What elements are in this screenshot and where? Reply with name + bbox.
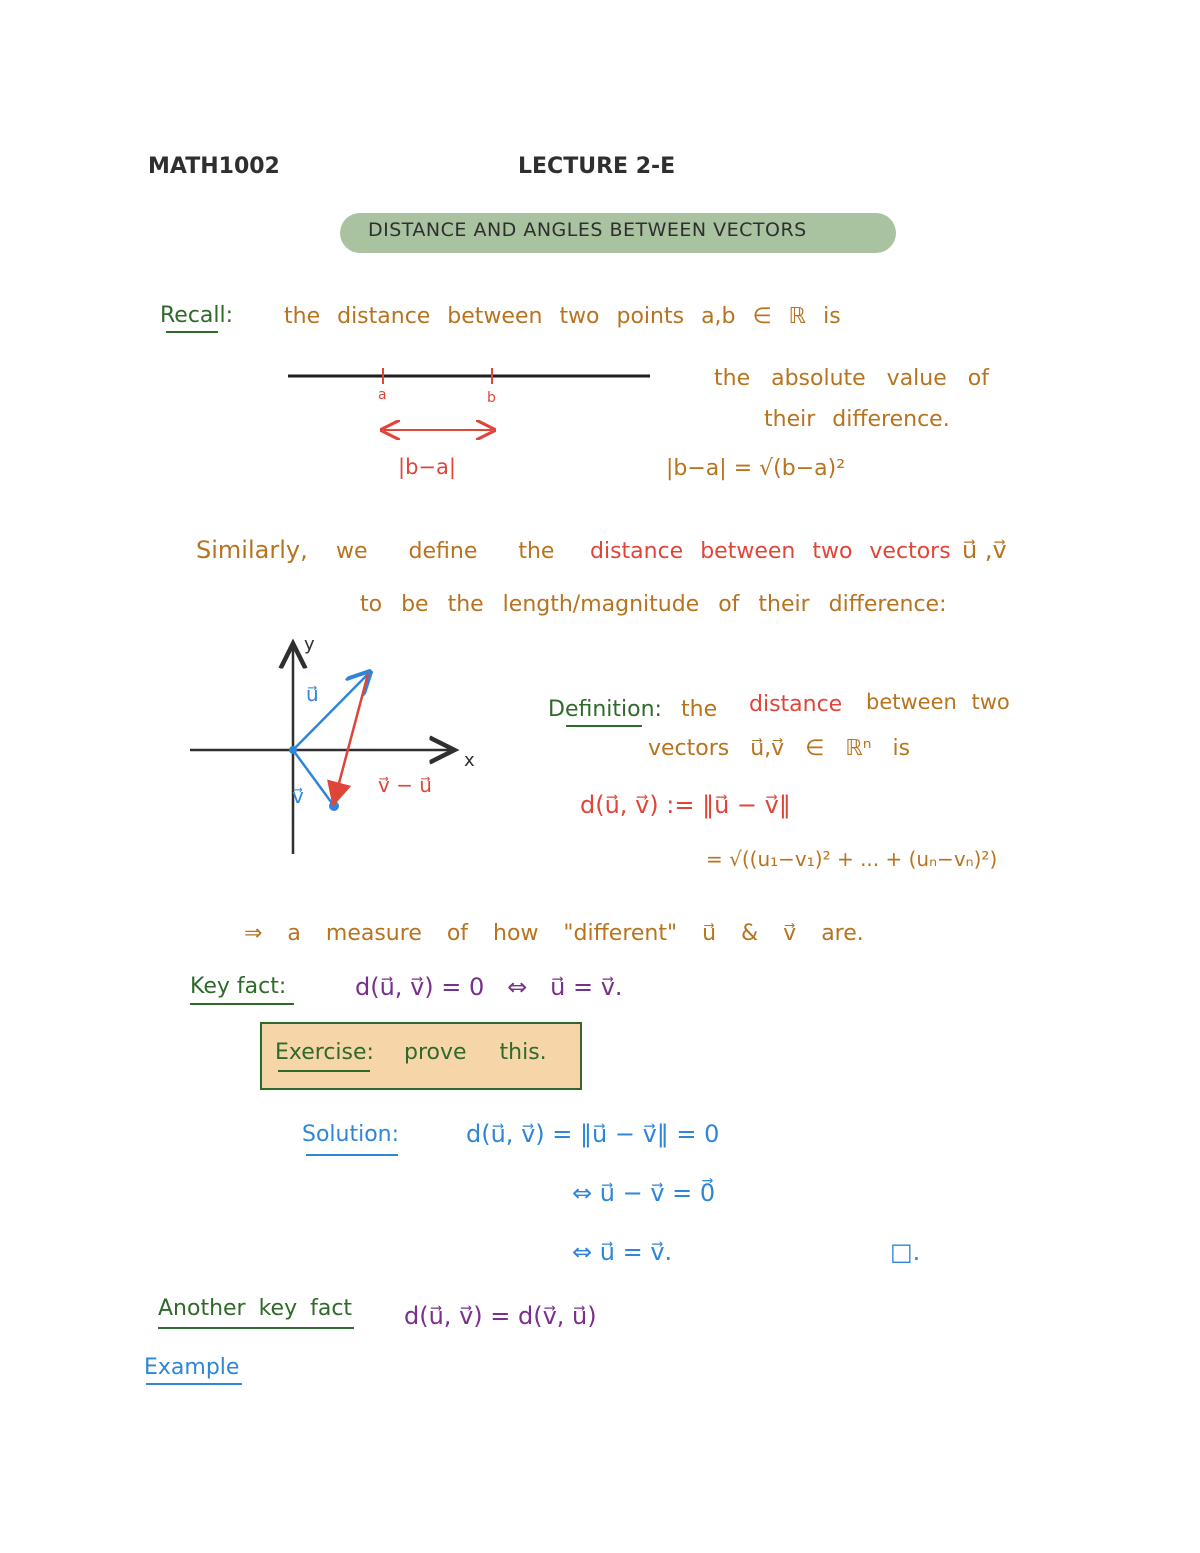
solution-line1: d(u⃗, v⃗) = ‖u⃗ − v⃗‖ = 0 xyxy=(466,1120,720,1148)
similarly-vectors: u⃗ ,v⃗ xyxy=(962,536,1007,564)
numberline-point-a: a xyxy=(378,387,387,403)
recall-formula: |b−a| = √(b−a)² xyxy=(666,456,846,481)
number-line xyxy=(280,360,680,460)
similarly-highlight: distance between two vectors xyxy=(590,539,951,564)
solution-line3: ⇔ u⃗ = v⃗. xyxy=(572,1238,673,1266)
recall-label: Recall: xyxy=(160,303,234,328)
exercise-label: Exercise: xyxy=(275,1040,374,1065)
definition-text2: between two xyxy=(866,690,1010,714)
key-fact-statement: d(u⃗, v⃗) = 0 ⇔ u⃗ = v⃗. xyxy=(355,973,623,1001)
another-fact-label: Another key fact xyxy=(158,1296,353,1321)
similarly-line2: to be the length/magnitude of their difference: xyxy=(360,592,947,617)
recall-underline xyxy=(166,331,218,333)
similarly-word: Similarly, xyxy=(196,536,308,564)
definition-formula2: = √((u₁−v₁)² + ... + (uₙ−vₙ)²) xyxy=(706,847,998,871)
v-vector-label: v⃗ xyxy=(292,784,304,808)
diff-vector-label: v⃗ − u⃗ xyxy=(378,773,432,797)
exercise-text: prove this. xyxy=(404,1040,547,1065)
another-fact-statement: d(u⃗, v⃗) = d(v⃗, u⃗) xyxy=(404,1302,597,1330)
vector-v-tip xyxy=(329,801,339,811)
key-fact-underline xyxy=(190,1003,294,1005)
definition-underline xyxy=(566,725,642,727)
numberline-span-label: |b−a| xyxy=(398,455,456,479)
solution-underline xyxy=(306,1154,398,1156)
lecture-title: LECTURE 2-E xyxy=(518,154,676,179)
definition-formula1: d(u⃗, v⃗) := ‖u⃗ − v⃗‖ xyxy=(580,791,791,819)
definition-highlight: distance xyxy=(749,692,843,717)
vector-diff xyxy=(334,674,368,802)
origin-dot xyxy=(289,746,297,754)
another-fact-underline xyxy=(158,1327,354,1329)
key-fact-label: Key fact: xyxy=(190,974,287,999)
exercise-underline xyxy=(278,1070,370,1072)
qed-symbol: □. xyxy=(890,1238,921,1266)
similarly-part1: we define the xyxy=(336,539,555,564)
course-code: MATH1002 xyxy=(148,154,280,179)
recall-sentence: the distance between two points a,b ∈ ℝ is xyxy=(284,304,841,329)
definition-line2: vectors u⃗,v⃗ ∈ ℝⁿ is xyxy=(648,736,911,761)
definition-text1: the xyxy=(681,697,718,722)
example-underline xyxy=(146,1383,242,1385)
recall-desc-line1: the absolute value of xyxy=(714,366,989,391)
vector-diagram xyxy=(180,630,500,860)
numberline-point-b: b xyxy=(487,390,496,406)
topic-title: DISTANCE AND ANGLES BETWEEN VECTORS xyxy=(368,219,807,241)
example-label: Example xyxy=(144,1355,240,1380)
solution-label: Solution: xyxy=(302,1122,400,1147)
recall-desc-line2: their difference. xyxy=(764,407,950,432)
u-vector-label: u⃗ xyxy=(306,682,319,706)
y-axis-label: y xyxy=(304,634,315,655)
definition-label: Definition: xyxy=(548,697,662,722)
measure-sentence: ⇒ a measure of how "different" u⃗ & v⃗ are. xyxy=(244,921,864,946)
x-axis-label: x xyxy=(464,750,475,771)
solution-line2: ⇔ u⃗ − v⃗ = 0⃗ xyxy=(572,1179,716,1207)
